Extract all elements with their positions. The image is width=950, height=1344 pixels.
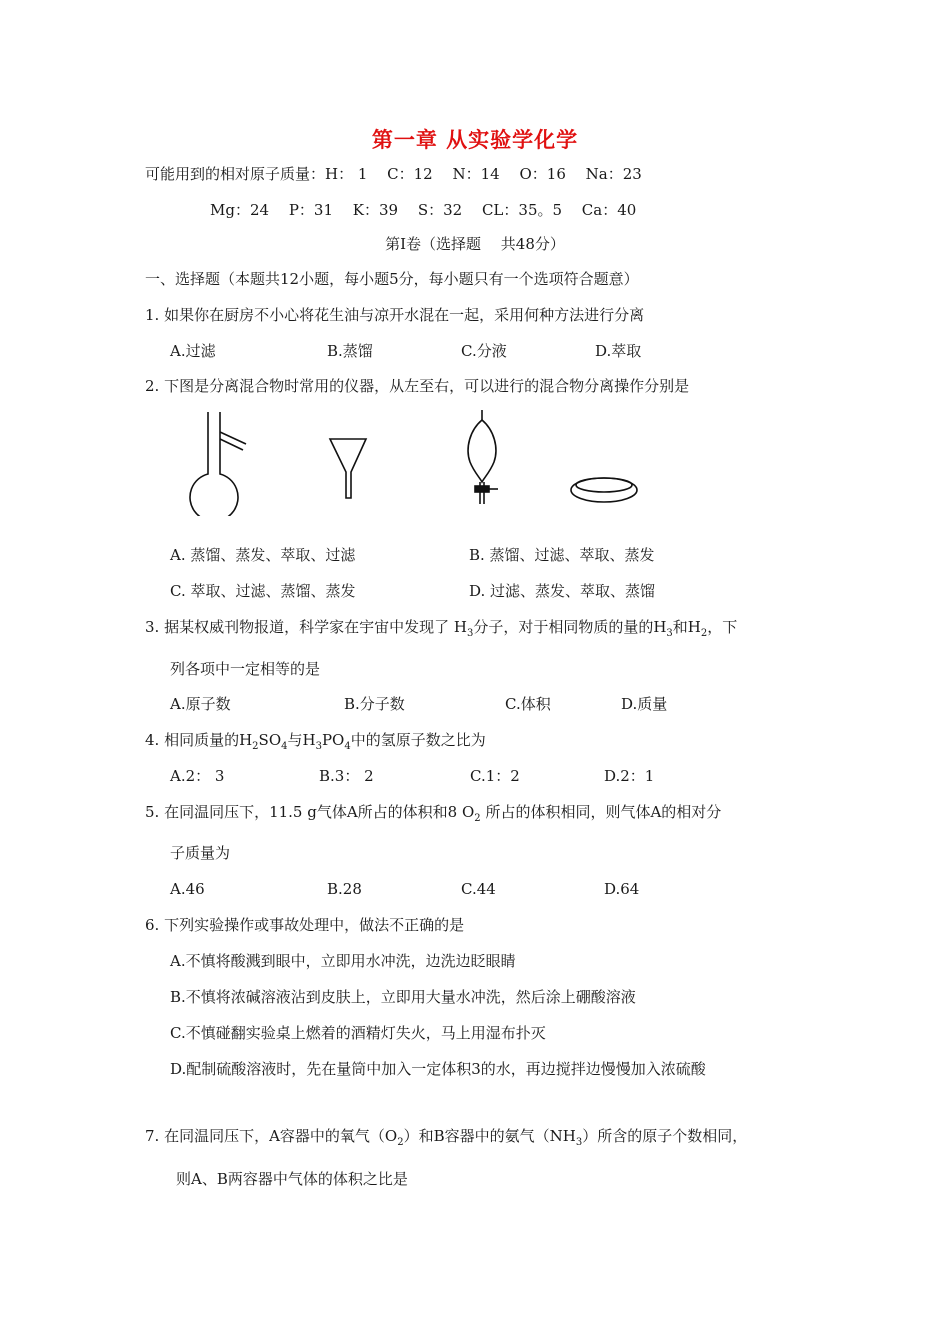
question-2-stem: 2. 下图是分离混合物时常用的仪器，从左至右，可以进行的混合物分离操作分别是 (145, 377, 690, 395)
question-5-stem-line-2: 子质量为 (170, 844, 231, 862)
question-2-option-a: A. 蒸馏、蒸发、萃取、过滤 (170, 546, 356, 564)
question-2-option-c: C. 萃取、过滤、蒸馏、蒸发 (170, 582, 356, 600)
question-4-option-d: D.2：1 (604, 767, 655, 785)
question-4-option-c: C.1：2 (470, 767, 520, 785)
question-3-stem: 3. 据某权威刊物报道，科学家在宇宙中发现了 $H_3$分子，对于相同物质的量的$H_3$和$H_2$，下 (145, 618, 738, 639)
question-5-option-d: D.64 (604, 880, 640, 898)
question-1-option-d: D.萃取 (595, 342, 642, 360)
question-4-option-b: B.3： 2 (319, 767, 374, 785)
apparatus-figure (180, 406, 680, 516)
funnel-icon (330, 439, 366, 498)
question-6-option-c: C.不慎碰翻实验桌上燃着的酒精灯失火，马上用湿布扑灭 (170, 1024, 546, 1042)
part-heading: 一、选择题（本题共12小题，每小题5分，每小题只有一个选项符合题意） (145, 270, 639, 288)
question-1-option-a: A.过滤 (170, 342, 216, 360)
question-3-option-c: C.体积 (505, 695, 551, 713)
question-7-stem: 7. 在同温同压下，A容器中的氧气$(O_2)$和B容器中的氨气$(NH_3)$所含的原子个数相同， (145, 1127, 748, 1148)
page-title: 第一章 从实验学化学 (371, 127, 579, 152)
question-4-stem: 4. 相同质量的$H_2SO_4$与$H_3PO_4$中的氢原子数之比为 (145, 731, 486, 752)
distillation-flask-icon (190, 412, 246, 516)
evaporating-dish-icon (571, 478, 637, 502)
question-6-stem: 6. 下列实验操作或事故处理中，做法不正确的是 (145, 916, 465, 934)
question-3-stem-line-2: 列各项中一定相等的是 (170, 660, 321, 678)
question-6-option-d: D.配制硫酸溶液时，先在量筒中加入一定体积3的水，再边搅拌边慢慢加入浓硫酸 (170, 1060, 706, 1078)
question-3-option-d: D.质量 (621, 695, 668, 713)
question-5-stem: 5. 在同温同压下，11.5 g气体A所占的体积和8 $O_2$ 所占的体积相同，则气体A的相对分 (145, 803, 722, 824)
question-5-option-a: A.46 (170, 880, 205, 898)
question-3-option-a: A.原子数 (170, 695, 231, 713)
question-3-option-b: B.分子数 (344, 695, 405, 713)
separatory-funnel-icon (468, 410, 498, 504)
question-1-option-c: C.分液 (461, 342, 507, 360)
question-1-option-b: B.蒸馏 (327, 342, 373, 360)
question-5-option-b: B.28 (327, 880, 362, 898)
question-1-stem: 1. 如果你在厨房不小心将花生油与凉开水混在一起，采用何种方法进行分离 (145, 306, 645, 324)
question-6-option-a: A.不慎将酸溅到眼中，立即用水冲洗，边洗边眨眼睛 (170, 952, 516, 970)
atomic-masses-line-1: 可能用到的相对原子质量：H： 1 C：12 N：14 O：16 Na：23 (145, 165, 642, 183)
question-4-option-a: A.2： 3 (170, 767, 225, 785)
question-2-option-d: D. 过滤、蒸发、萃取、蒸馏 (469, 582, 656, 600)
question-5-option-c: C.44 (461, 880, 496, 898)
question-2-option-b: B. 蒸馏、过滤、萃取、蒸发 (469, 546, 655, 564)
section-title: 第Ⅰ卷（选择题 共48分） (385, 235, 565, 253)
question-6-option-b: B.不慎将浓碱溶液沾到皮肤上，立即用大量水冲洗，然后涂上硼酸溶液 (170, 988, 636, 1006)
question-7-stem-line-2: 则A、B两容器中气体的体积之比是 (176, 1170, 408, 1188)
atomic-masses-line-2: Mg：24 P：31 K：39 S：32 CL：35。5 Ca：40 (210, 201, 637, 219)
